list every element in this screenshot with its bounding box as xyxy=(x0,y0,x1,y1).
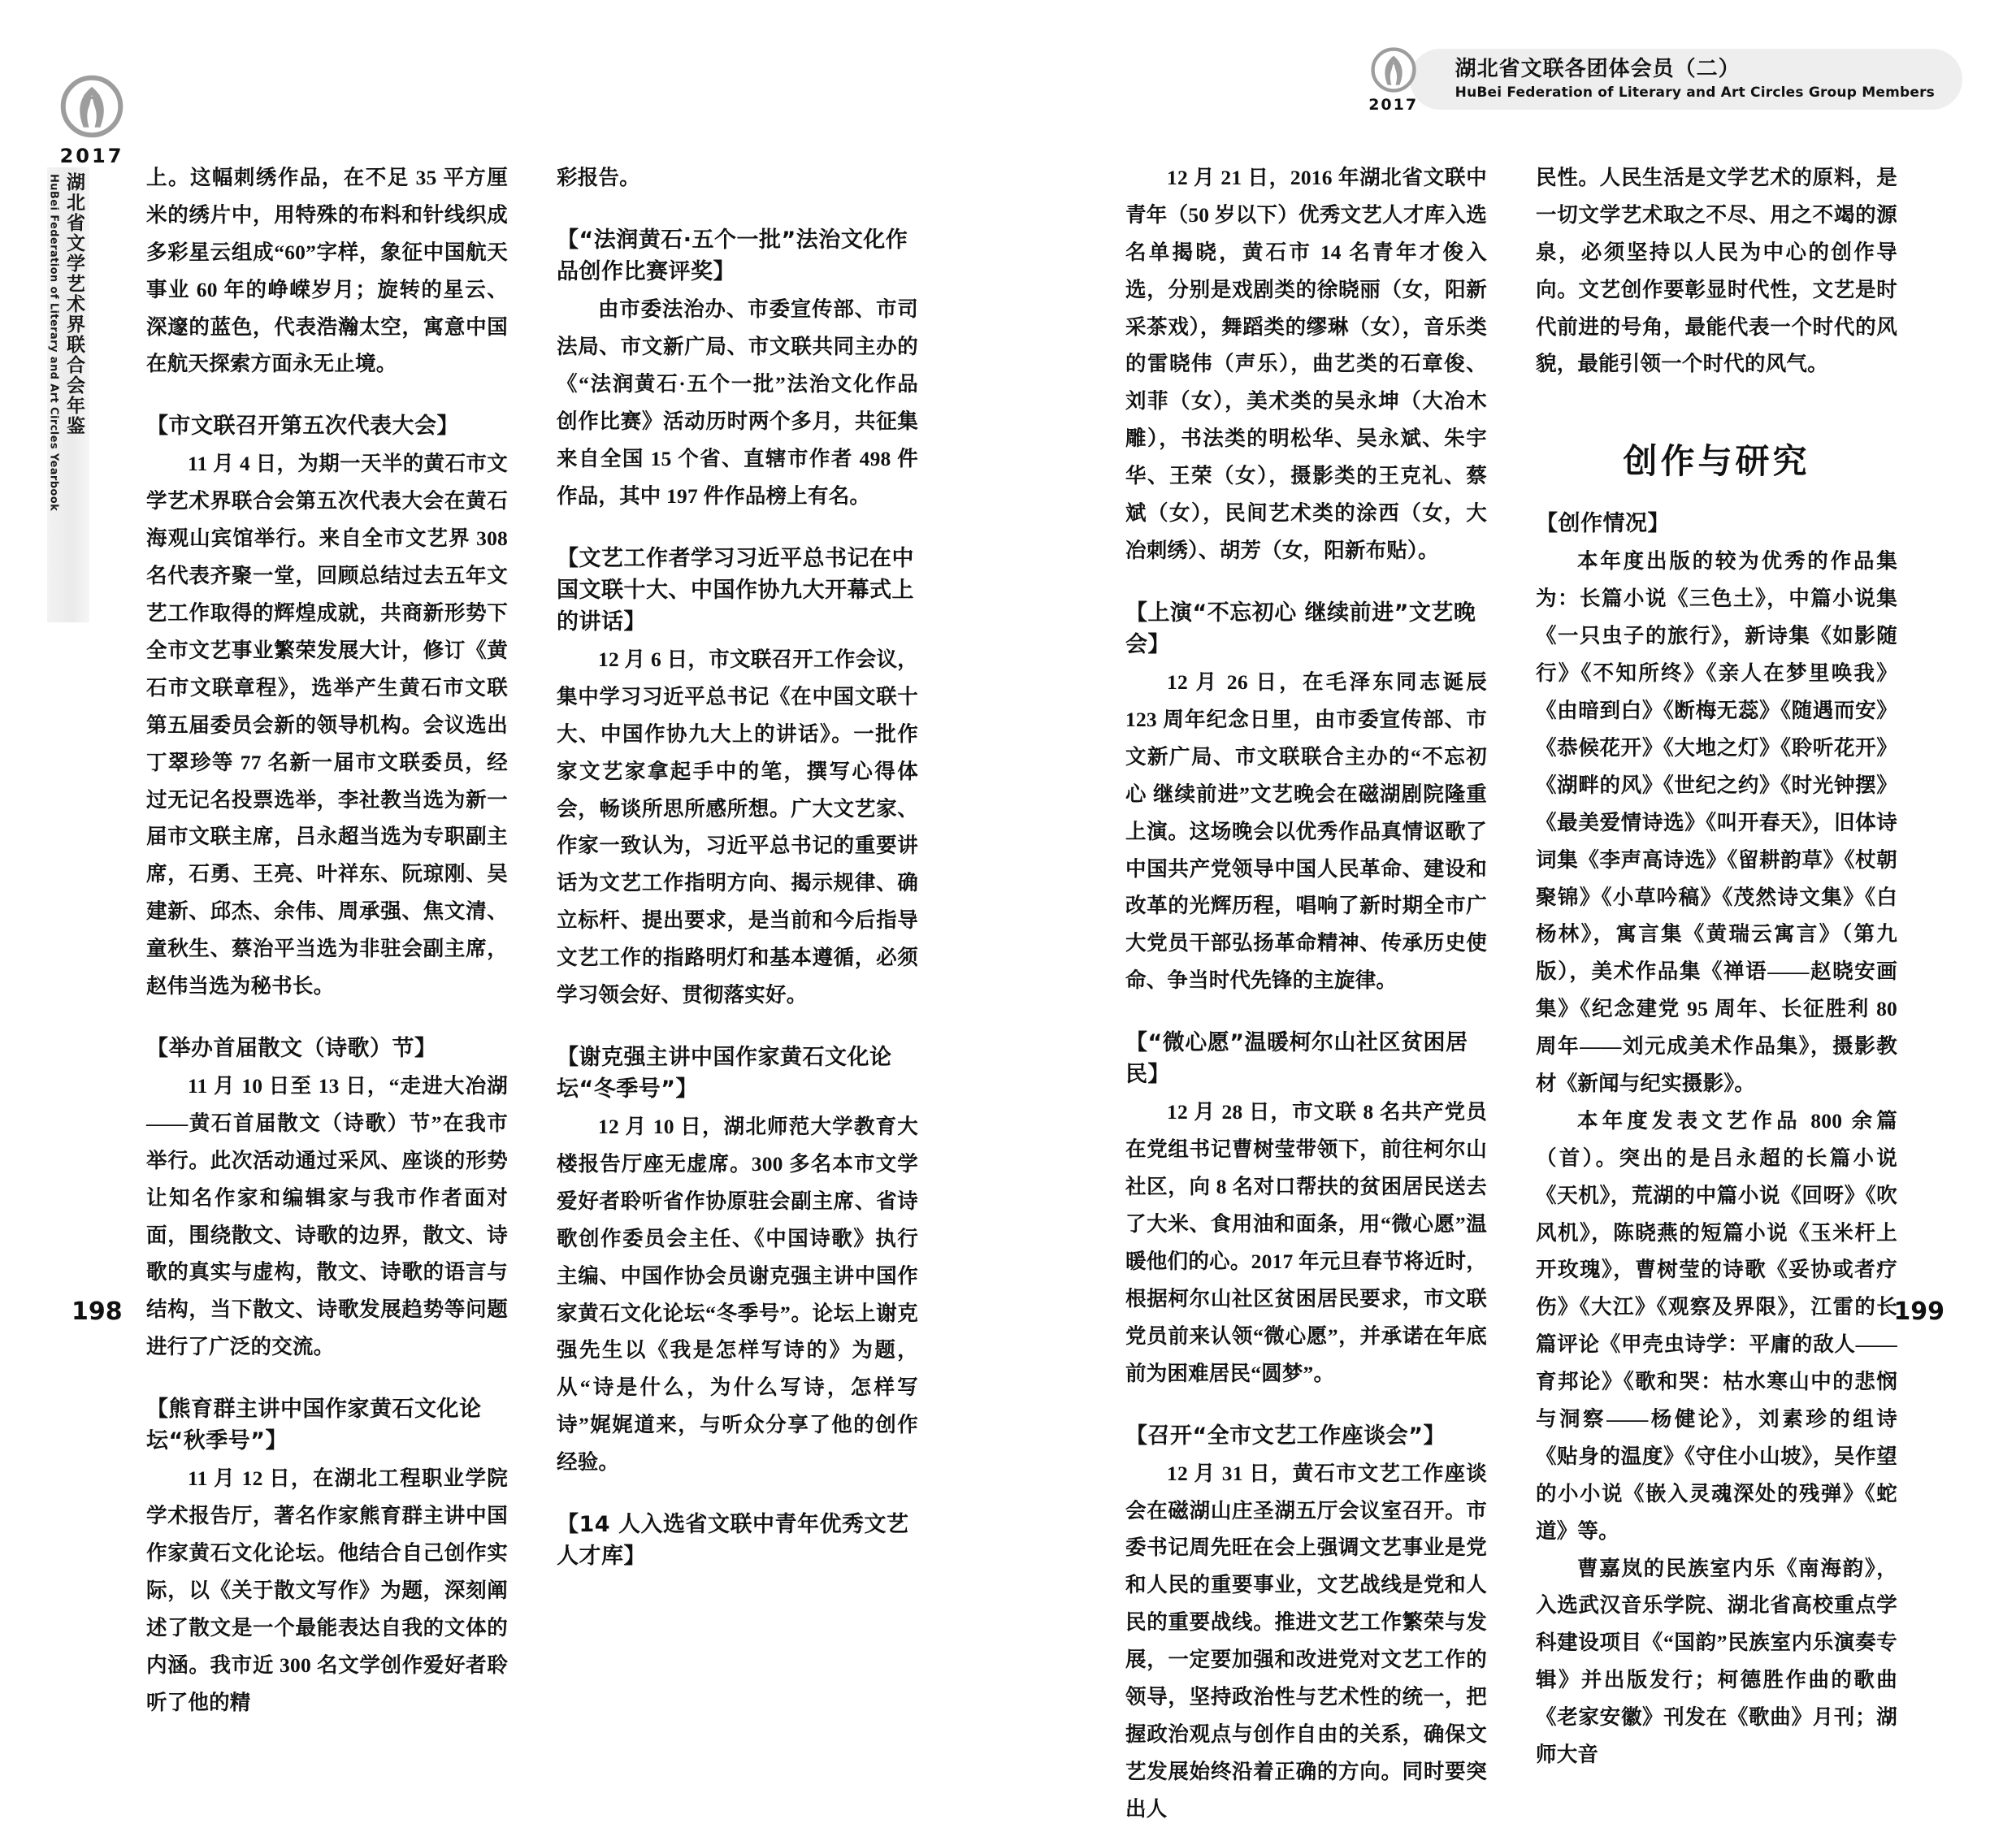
page-header xyxy=(1356,47,1962,114)
paragraph-continuation: 彩报告。 xyxy=(557,166,640,189)
entry-heading: 【召开“全市文艺工作座谈会”】 xyxy=(1125,1423,1446,1449)
page-number-left: 198 xyxy=(72,1297,123,1326)
text-column-1 xyxy=(146,159,508,1722)
text-column-4 xyxy=(1536,159,1897,1774)
text-column-3 xyxy=(1125,159,1487,1828)
entry-body: 12 月 26 日，在毛泽东同志诞辰 123 周年纪念日里，由市委宣传部、市文新广局、市文联联合主办的“不忘初心 继续前进”文艺晚会在磁湖剧院隆重上演。这场晚会以优秀作品真情讴歌了中国共产党领导中国人民革命、建设和改革的光辉历程，唱响了新时期全市广大党员干部弘扬革命精神、传承历史使命、争当时代先锋的主旋律。 xyxy=(1125,670,1487,993)
spine-title-cn: 湖北省文学艺术界联合会年鉴 xyxy=(64,172,85,436)
entry-heading: 【市文联召开第五次代表大会】 xyxy=(146,414,459,440)
section-title: 创作与研究 xyxy=(1623,441,1810,482)
entry-body: 11 月 4 日，为期一天半的黄石市文学艺术界联合会第五次代表大会在黄石海观山宾馆举行。来自全市文艺界 308 名代表齐聚一堂，回顾总结过去五年文艺工作取得的辉煌成就，共商新形势下全市文艺事业繁荣发展大计，修订《黄石市文联章程》，选举产生黄石市文联第五届委员会新的领导机构。会议选出丁翠珍等 77 名新一届市文联委员，经过无记名投票选举，李社教当选为新一届市文联主席，吕永超当选为专职副主席，石勇、王亮、叶祥东、阮琼刚、吴建新、邱杰、余伟、周承强、焦文清、童秋生、蔡治平当选为非驻会副主席，赵伟当选为秘书长。 xyxy=(146,452,508,998)
spine-band xyxy=(47,167,89,622)
entry-heading: 【举办首届散文（诗歌）节】 xyxy=(146,1035,437,1061)
entry-heading: 【熊育群主讲中国作家黄石文化论坛“秋季号”】 xyxy=(146,1397,482,1454)
header-title-en: HuBei Federation of Literary and Art Circles Group Members xyxy=(1455,84,1935,101)
entry-body: 11 月 12 日，在湖北工程职业学院学术报告厅，著名作家熊育群主讲中国作家黄石文化论坛。他结合自己创作实际，以《关于散文写作》为题，深刻阐述了散文是一个最能表达自我的文体的内涵。我市近 300 名文学创作爱好者聆听了他的精 xyxy=(146,1466,508,1714)
entry-body: 11 月 10 日至 13 日，“走进大冶湖——黄石首届散文（诗歌）节”在我市举行。此次活动通过采风、座谈的形势让知名作家和编辑家与我市作者面对面，围绕散文、诗歌的边界，散文、诗歌的真实与虚构，散文、诗歌的语言与结构，当下散文、诗歌发展趋势等问题进行了广泛的交流。 xyxy=(146,1073,508,1359)
entry-heading: 【14 人入选省文联中青年优秀文艺人才库】 xyxy=(557,1512,909,1570)
paragraph-continuation: 上。这幅刺绣作品，在不足 35 平方厘米的绣片中，用特殊的布料和针线织成多彩星云组成“60”字样，象征中国航天事业 60 年的峥嵘岁月；旋转的星云、深邃的蓝色，代表浩瀚太空，寓意中国在航天探索方面永无止境。 xyxy=(146,166,508,376)
entry-heading: 【上演“不忘初心 继续前进”文艺晚会】 xyxy=(1125,600,1476,657)
entry-heading: 【“微心愿”温暖柯尔山社区贫困居民】 xyxy=(1125,1030,1468,1088)
header-title-pill xyxy=(1410,49,1962,110)
header-year: 2017 xyxy=(1368,95,1419,114)
entry-body: 12 月 31 日，黄石市文艺工作座谈会在磁湖山庄圣湖五厅会议室召开。市委书记周先旺在会上强调文艺事业是党和人民的重要事业，文艺战线是党和人民的重要战线。推进文艺工作繁荣与发展，一定要加强和改进党对文艺工作的领导，坚持政治性与艺术性的统一，把握政治观点与创作自由的关系，确保文艺发展始终沿着正确的方向。同时要突出人 xyxy=(1125,1461,1487,1821)
entry-heading: 【谢克强主讲中国作家黄石文化论坛“冬季号”】 xyxy=(557,1044,892,1102)
left-logo-block xyxy=(47,71,137,167)
entry-body: 由市委法治办、市委宣传部、市司法局、市文新广局、市文联共同主办的《“法润黄石·五个一批”法治文化作品创作比赛》活动历时两个多月，共征集来自全国 15 个省、直辖市作者 498 件作品，其中 197 件作品榜上有名。 xyxy=(557,297,918,508)
entry-heading: 【创作情况】 xyxy=(1536,511,1670,537)
entry-body: 12 月 28 日，市文联 8 名共产党员在党组书记曹树莹带领下，前往柯尔山社区，向 8 名对口帮扶的贫困居民送去了大米、食用油和面条，用“微心愿”温暖他们的心。2017 年元旦春节将近时，根据柯尔山社区贫困居民要求，市文联党员前来认领“微心愿”，并承诺在年底前为困难居民“圆梦”。 xyxy=(1125,1100,1487,1385)
entry-body: 本年度发表文艺作品 800 余篇（首）。突出的是吕永超的长篇小说《天机》，荒湖的中篇小说《回呀》《吹风机》，陈晓燕的短篇小说《玉米杆上开玫瑰》，曹树莹的诗歌《妥协或者疗伤》《大江》《观察及界限》，江雷的长篇评论《甲壳虫诗学：平庸的敌人——育邦论》《歌和哭：枯水寒山中的悲悯与洞察——杨健论》，刘素珍的组诗《贴身的温度》《守住小山坡》，吴作望的小小说《嵌入灵魂深处的残弹》《蛇道》等。 xyxy=(1536,1108,1897,1543)
entry-heading: 【文艺工作者学习习近平总书记在中国文联十大、中国作协九大开幕式上的讲话】 xyxy=(557,545,914,635)
paragraph-continuation: 民性。人民生活是文学艺术的原料，是一切文学艺术取之不尽、用之不竭的源泉，必须坚持以人民为中心的创作导向。文艺创作要彰显时代性，文艺是时代前进的号角，最能代表一个时代的风貌，最能引领一个时代的风气。 xyxy=(1536,166,1897,376)
logo-year: 2017 xyxy=(59,145,124,167)
spine-title-en: HuBei Federation of Literary and Art Circles Yearbook xyxy=(47,174,60,512)
federation-emblem-icon xyxy=(1368,45,1419,95)
paragraph-continuation: 12 月 21 日，2016 年湖北省文联中青年（50 岁以下）优秀文艺人才库入选名单揭晓，黄石市 14 名青年才俊入选，分别是戏剧类的徐晓丽（女，阳新采茶戏），舞蹈类的缪琳（女），音乐类的雷晓伟（声乐），曲艺类的石章俊、刘菲（女），美术类的吴永坤（大冶木雕），书法类的明松华、吴永斌、朱宇华、王荣（女），摄影类的王克礼、蔡斌（女），民间艺术类的涂西（女，大冶刺绣）、胡芳（女，阳新布贴）。 xyxy=(1125,166,1487,562)
page-number-right: 199 xyxy=(1893,1297,1944,1326)
entry-body: 12 月 6 日，市文联召开工作会议，集中学习习近平总书记《在中国文联十大、中国作协九大上的讲话》。一批作家文艺家拿起手中的笔，撰写心得体会，畅谈所思所感所想。广大文艺家、作家一致认为，习近平总书记的重要讲话为文艺工作指明方向、揭示规律、确立标杆、提出要求，是当前和今后指导文艺工作的指路明灯和基本遵循，必须学习领会好、贯彻落实好。 xyxy=(557,647,918,1007)
entry-heading: 【“法润黄石·五个一批”法治文化作品创作比赛评奖】 xyxy=(557,227,908,285)
header-logo-block xyxy=(1356,45,1431,114)
entry-body: 本年度出版的较为优秀的作品集为：长篇小说《三色土》，中篇小说集《一只虫子的旅行》，新诗集《如影随行》《不知所终》《亲人在梦里唤我》《由暗到白》《断梅无蕊》《随遇而安》《恭候花开》《大地之灯》《聆听花开》《湖畔的风》《世纪之约》《时光钟摆》《最美爱情诗选》《叫开春天》，旧体诗词集《李声高诗选》《留耕韵草》《杖朝聚锦》《小草吟稿》《茂然诗文集》《白杨林》，寓言集《黄瑞云寓言》（第九版），美术作品集《禅语——赵晓安画集》《纪念建党 95 周年、长征胜利 80 周年——刘元成美术作品集》，摄影教材《新闻与纪实摄影》。 xyxy=(1536,549,1897,1095)
federation-emblem-icon xyxy=(57,71,127,141)
entry-body: 曹嘉岚的民族室内乐《南海韵》，入选武汉音乐学院、湖北省高校重点学科建设项目《“国韵”民族室内乐演奏专辑》并出版发行；柯德胜作曲的歌曲《老家安徽》刊发在《歌曲》月刊；湖师大音 xyxy=(1536,1556,1897,1766)
entry-body: 12 月 10 日，湖北师范大学教育大楼报告厅座无虚席。300 多名本市文学爱好者聆听省作协原驻会副主席、省诗歌创作委员会主任、《中国诗歌》执行主编、中国作协会员谢克强主讲中国作家黄石文化论坛“冬季号”。论坛上谢克强先生以《我是怎样写诗的》为题，从“诗是什么，为什么写诗，怎样写诗”娓娓道来，与听众分享了他的创作经验。 xyxy=(557,1115,918,1475)
header-title-cn: 湖北省文联各团体会员（二） xyxy=(1455,57,1741,81)
text-column-2 xyxy=(557,159,918,1575)
